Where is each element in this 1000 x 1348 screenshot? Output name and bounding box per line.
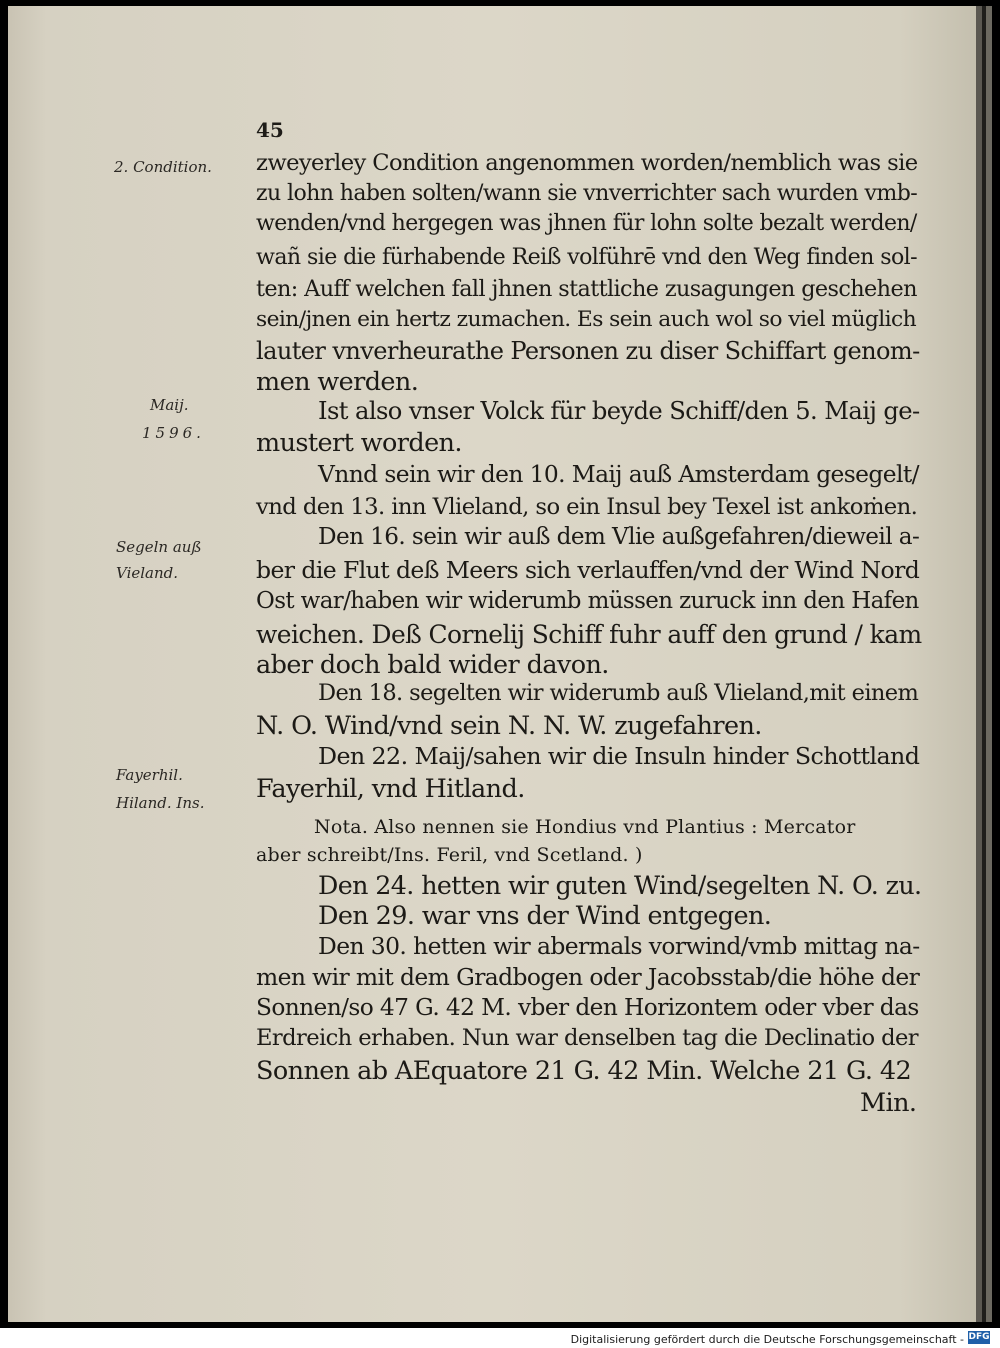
nota-line: Nota. Also nennen sie Hondius vnd Plantius : Mercator — [314, 816, 856, 838]
text-line: men werden. — [256, 367, 419, 397]
text-line: Min. — [860, 1088, 917, 1118]
text-line: Vnnd sein wir den 10. Maij auß Amsterdam gesegelt/ — [318, 460, 919, 488]
text-line: lauter vnverheurathe Personen zu diser Schiffart genom- — [256, 337, 920, 365]
text-line: Erdreich erhaben. Nun war denselben tag die Declinatio der — [256, 1025, 918, 1051]
margin-note: Vieland. — [116, 564, 179, 582]
text-line: vnd den 13. inn Vlieland, so ein Insul bey Texel ist ankoṁen. — [256, 494, 918, 520]
dfg-logo: DFG — [968, 1332, 990, 1342]
margin-note: 1596. — [142, 424, 205, 442]
text-line: mustert worden. — [256, 428, 462, 458]
text-line: Den 18. segelten wir widerumb auß Vlieland,mit einem — [318, 680, 919, 706]
margin-note: 2. Condition. — [114, 158, 212, 176]
text-line: Den 24. hetten wir guten Wind/segelten N. O. zu. — [318, 870, 922, 900]
text-line: Ost war/haben wir widerumb müssen zuruck inn den Hafen — [256, 588, 919, 614]
margin-note: Maij. — [150, 396, 189, 414]
text-line: Fayerhil, vnd Hitland. — [256, 774, 525, 804]
text-line: weichen. Deß Cornelij Schiff fuhr auff den grund / kam — [256, 620, 922, 649]
text-line: Den 30. hetten wir abermals vorwind/vmb mittag na- — [318, 932, 920, 960]
margin-note: Hiland. Ins. — [116, 794, 205, 812]
text-line: aber doch bald wider davon. — [256, 650, 609, 680]
text-line: Den 16. sein wir auß dem Vlie außgefahren/dieweil a- — [318, 524, 920, 550]
text-line: N. O. Wind/vnd sein N. N. W. zugefahren. — [256, 711, 762, 741]
text-line: Den 29. war vns der Wind entgegen. — [318, 901, 772, 931]
text-line: Sonnen ab AEquatore 21 G. 42 Min. Welche 21 G. 42 — [256, 1056, 912, 1086]
text-line: ber die Flut deß Meers sich verlauffen/vnd der Wind Nord — [256, 556, 920, 584]
text-line: zu lohn haben solten/wann sie vnverrichter sach wurden vmb- — [256, 181, 918, 206]
text-line: Sonnen/so 47 G. 42 M. vber den Horizontem oder vber das — [256, 994, 919, 1021]
text-line: Den 22. Maij/sahen wir die Insuln hinder Schottland — [318, 742, 920, 770]
text-line: sein/jnen ein hertz zumachen. Es sein auch wol so viel müglich — [256, 307, 917, 332]
text-line: Ist also vnser Volck für beyde Schiff/den 5. Maij ge- — [318, 397, 920, 425]
text-line: men wir mit dem Gradbogen oder Jacobsstab/die höhe der — [256, 963, 920, 991]
nota-line: aber schreibt/Ins. Feril, vnd Scetland. ) — [256, 844, 643, 866]
text-line: ten: Auff welchen fall jhnen stattliche zusagungen geschehen — [256, 276, 917, 302]
margin-note: Segeln auß — [116, 538, 202, 556]
funding-footer: Digitalisierung gefördert durch die Deutsche Forschungsgemeinschaft - — [570, 1333, 964, 1346]
margin-note: Fayerhil. — [116, 766, 183, 784]
text-line: zweyerley Condition angenommen worden/nemblich was sie — [256, 150, 918, 176]
text-line: wañ sie die fürhabende Reiß volführē vnd den Weg finden sol- — [256, 244, 918, 270]
text-line: wenden/vnd hergegen was jhnen für lohn solte bezalt werden/ — [256, 211, 917, 236]
page-edge — [986, 6, 992, 1322]
page-number: 45 — [256, 118, 284, 142]
